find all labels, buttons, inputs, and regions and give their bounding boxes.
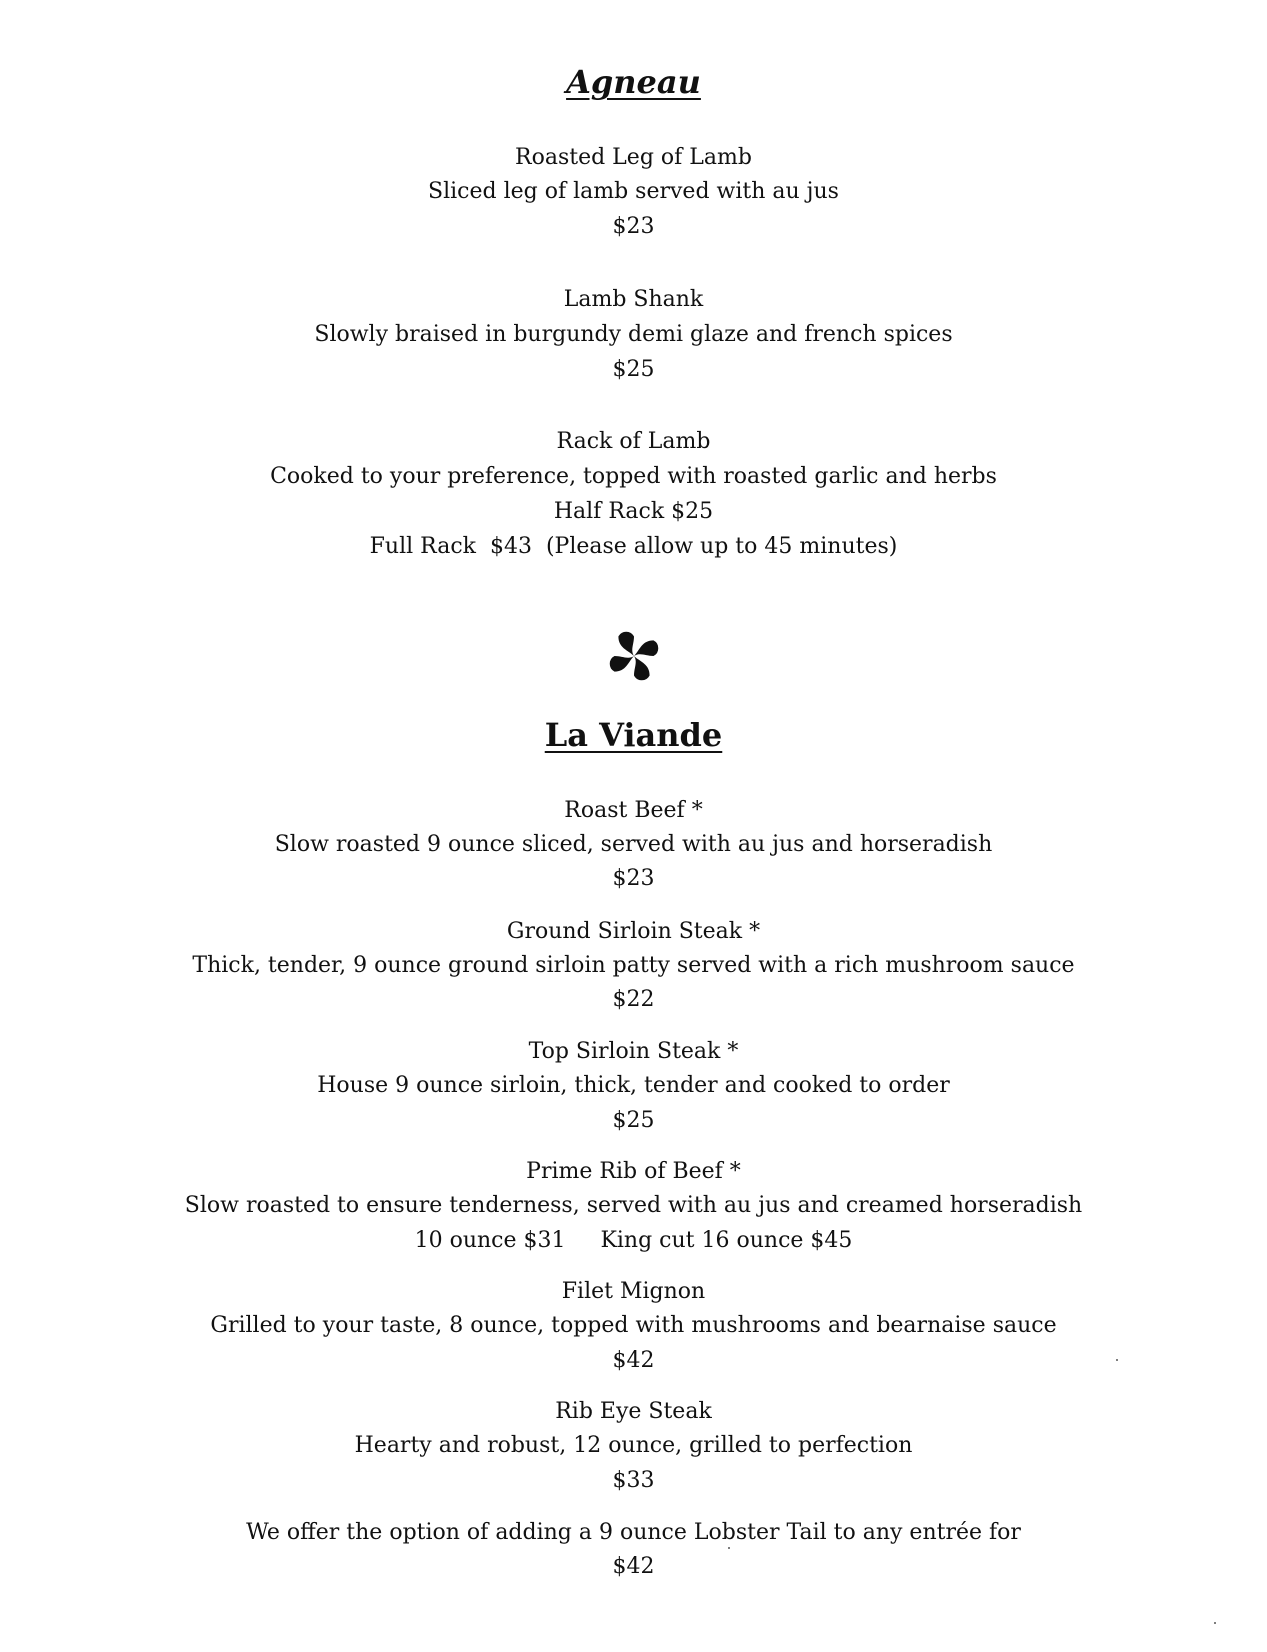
item-description: Sliced leg of lamb served with au jus — [428, 179, 839, 204]
scan-speck — [728, 1547, 730, 1549]
item-description: Cooked to your preference, topped with roasted garlic and herbs — [270, 464, 997, 489]
item-description: Slow roasted 9 ounce sliced, served with au jus and horseradish — [274, 832, 993, 857]
item-price: $25 — [612, 1108, 655, 1133]
scan-speck — [1214, 1622, 1216, 1624]
scan-speck — [1116, 1359, 1118, 1361]
item-name: Top Sirloin Steak * — [528, 1039, 739, 1064]
item-name: Rib Eye Steak — [555, 1399, 712, 1424]
item-description: Slow roasted to ensure tenderness, served with au jus and creamed horseradish — [184, 1193, 1083, 1218]
section-title-agneau: Agneau — [566, 63, 701, 101]
item-price: $23 — [612, 866, 655, 891]
lobster-note: We offer the option of adding a 9 ounce Lobster Tail to any entrée for — [246, 1520, 1021, 1545]
item-name: Rack of Lamb — [556, 429, 711, 454]
lobster-price: $42 — [612, 1554, 655, 1579]
item-name: Roasted Leg of Lamb — [515, 145, 752, 170]
basque-cross-icon — [595, 617, 673, 695]
item-name: Lamb Shank — [563, 287, 704, 312]
item-name: Ground Sirloin Steak * — [506, 919, 761, 944]
item-price: $33 — [612, 1468, 655, 1493]
item-name: Prime Rib of Beef * — [526, 1159, 741, 1184]
item-name: Filet Mignon — [561, 1279, 706, 1304]
item-price-half: Half Rack $25 — [553, 499, 714, 524]
item-description: House 9 ounce sirloin, thick, tender and cooked to order — [317, 1073, 950, 1098]
item-price: 10 ounce $31 King cut 16 ounce $45 — [414, 1228, 853, 1253]
item-price: $23 — [612, 214, 655, 239]
item-description: Slowly braised in burgundy demi glaze and french spices — [314, 322, 953, 347]
item-price-full: Full Rack $43 (Please allow up to 45 minutes) — [369, 534, 898, 559]
item-price: $22 — [612, 987, 655, 1012]
item-description: Thick, tender, 9 ounce ground sirloin patty served with a rich mushroom sauce — [192, 953, 1075, 978]
item-description: Grilled to your taste, 8 ounce, topped with mushrooms and bearnaise sauce — [210, 1313, 1057, 1338]
item-description: Hearty and robust, 12 ounce, grilled to perfection — [354, 1433, 913, 1458]
item-price: $42 — [612, 1348, 655, 1373]
item-price: $25 — [612, 357, 655, 382]
section-title-la-viande: La Viande — [544, 716, 723, 754]
item-name: Roast Beef * — [564, 798, 703, 823]
